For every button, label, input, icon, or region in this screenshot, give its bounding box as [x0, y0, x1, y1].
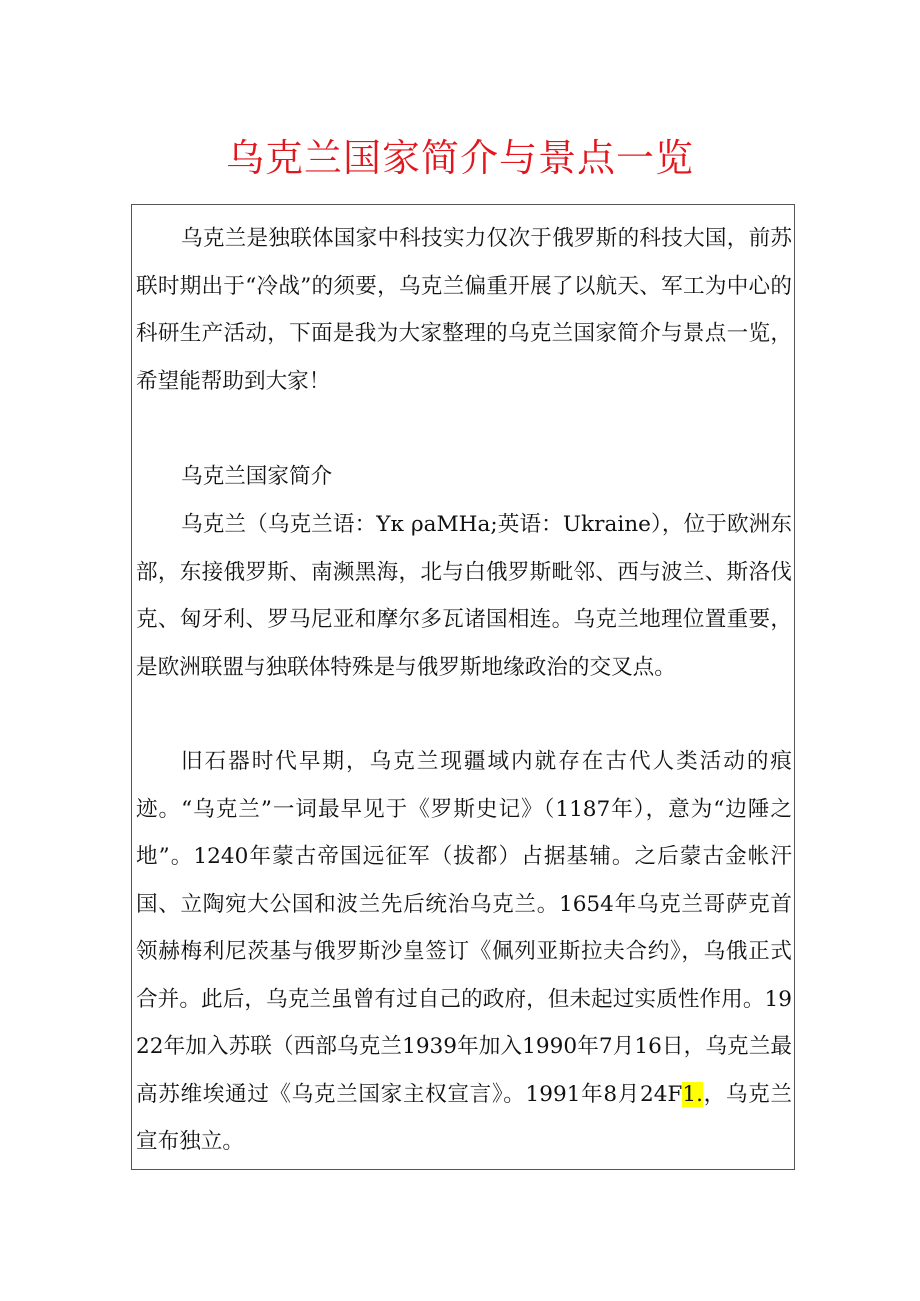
geography-paragraph: 乌克兰（乌克兰语：Υκ ρaMHa;英语：Ukraine），位于欧洲东部，东接俄罗斯、南濒黑海，北与白俄罗斯毗邻、西与波兰、斯洛伐克、匈牙利、罗马尼亚和摩尔多瓦诸国相连。乌克兰地理位置重要，是欧洲联盟与独联体特殊是与俄罗斯地缘政治的交叉点。 — [136, 512, 792, 680]
highlighted-text: 1. — [682, 1081, 704, 1107]
history-tail: ，乌克兰宣布独立。 — [136, 1081, 792, 1154]
content-box — [131, 204, 795, 1170]
intro-paragraph: 乌克兰是独联体国家中科技实力仅次于俄罗斯的科技大国，前苏联时期出于“冷战”的须要，乌克兰偏重开展了以航天、军工为中心的科研生产活动，下面是我为大家整理的乌克兰国家简介与景点一览，希望能帮助到大家！ — [136, 226, 792, 394]
page-title: 乌克兰国家简介与景点一览 — [225, 136, 694, 180]
history-text: 旧石器时代早期，乌克兰现疆域内就存在古代人类活动的痕迹。“乌克兰”一词最早见于《罗斯史记》（1187年），意为“边陲之地”。1240年蒙古帝国远征军（拔都）占据基辅。之后蒙古金帐汗国、立陶宛大公国和波兰先后统治乌克兰。1654年乌克兰哥萨克首领赫梅利尼茨基与俄罗斯沙皇签订《佩列亚斯拉夫合约》，乌俄正式合并。此后，乌克兰虽曾有过自己的政府，但未起过实质性作用。1922年加入苏联（西部乌克兰1939年加入1990年7月16日，乌克兰最高苏维埃通过《乌克兰国家主权宣言》。1991年8月24F — [136, 749, 792, 1107]
section-heading: 乌克兰国家简介 — [181, 464, 333, 489]
history-paragraph — [136, 738, 792, 1166]
